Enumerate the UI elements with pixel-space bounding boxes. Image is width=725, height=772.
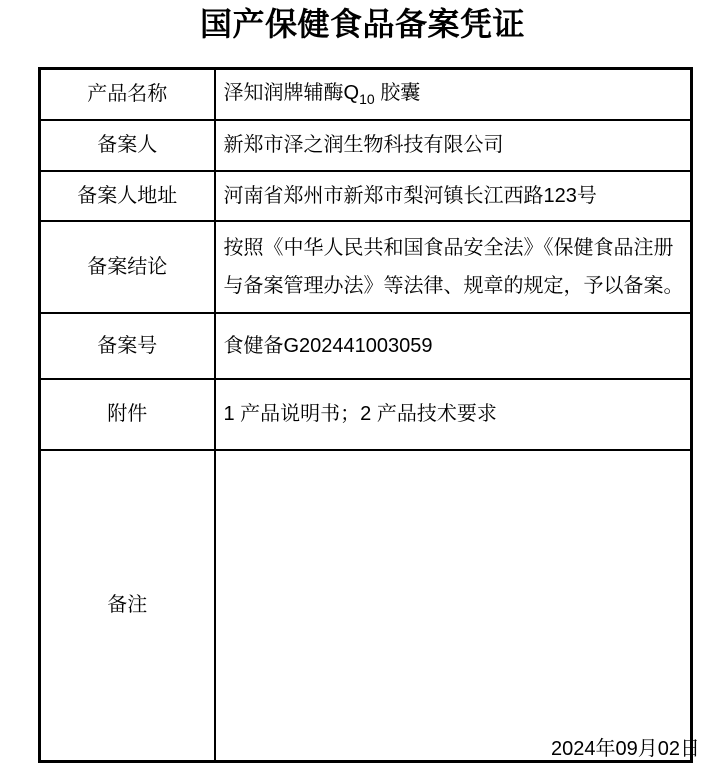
filing-conclusion-label: 备案结论 xyxy=(40,221,215,313)
product-name-text: 泽知润牌辅酶Q xyxy=(223,82,360,105)
product-name-suffix: 胶囊 xyxy=(374,82,421,105)
filing-conclusion-line-1: 按照《中华人民共和国食品安全法》《保健食品注册 xyxy=(223,237,674,259)
certificate-table xyxy=(38,67,693,763)
filing-conclusion-line-2: 与备案管理办法》等法律、规章的规定，予以备案。 xyxy=(223,275,684,297)
table-row-attachments xyxy=(40,379,692,450)
filing-number-label: 备案号 xyxy=(40,313,215,379)
remarks-value xyxy=(215,450,692,762)
table-row-filing-conclusion xyxy=(40,221,692,313)
page-title: 国产保健食品备案凭证 xyxy=(199,6,525,42)
product-name-value xyxy=(215,69,692,121)
filing-number-value: 食健备G202441003059 xyxy=(215,313,692,379)
filer-label: 备案人 xyxy=(40,120,215,171)
table-row-filer xyxy=(40,120,692,171)
filing-conclusion-value xyxy=(215,221,692,313)
table-row-remarks xyxy=(40,450,692,762)
product-name-label: 产品名称 xyxy=(40,69,215,121)
attachments-label: 附件 xyxy=(40,379,215,450)
filer-address-value: 河南省郑州市新郑市梨河镇长江西路123号 xyxy=(215,171,692,221)
filer-value: 新郑市泽之润生物科技有限公司 xyxy=(215,120,692,171)
table-row-product-name xyxy=(40,69,692,121)
product-name-subscript: 10 xyxy=(359,91,375,108)
table-row-filing-number xyxy=(40,313,692,379)
remarks-label: 备注 xyxy=(40,450,215,762)
filer-address-label: 备案人地址 xyxy=(40,171,215,221)
attachments-value: 1 产品说明书；2 产品技术要求 xyxy=(215,379,692,450)
issue-date: 2024年09月02日 xyxy=(551,738,700,760)
table-row-filer-address xyxy=(40,171,692,221)
